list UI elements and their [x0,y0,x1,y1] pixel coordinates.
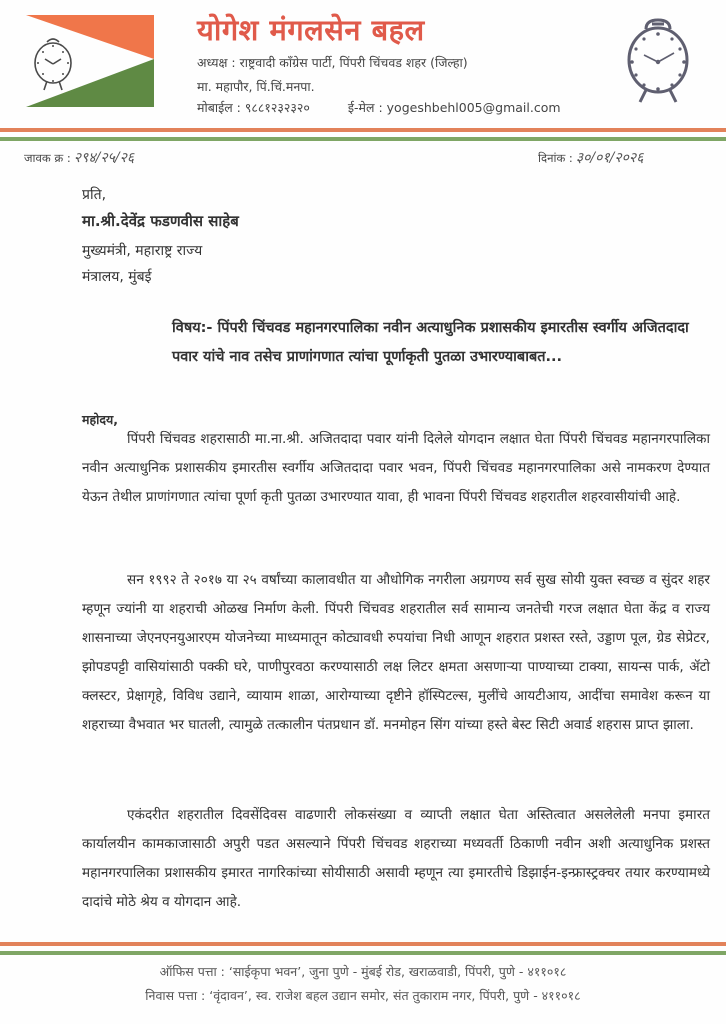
date-label: दिनांक : [538,151,573,165]
body-paragraph: सन १९९२ ते २०१७ या २५ वर्षांच्या कालावधीत या औधोगिक नगरीला अग्रगण्य सर्व सुख सोयी युक्त स्वच्छ व सुंदर शहर म्हणून ज्यांनी या शहराची ओळख निर्माण केली. पिंपरी चिंचवड शहरातील सर्व सामान्य जनतेची गरज लक्षात घेता केंद्र व राज्य शासनाच्या जेएनएनयुआरएम योजनेच्या माध्यमातून कोट्यावधी रुपयांचा निधी आणून शहरात प्रशस्त रस्ते, उड्डाण पूल, ग्रेड सेप्रेटर, झोपडपट्टी वासियांसाठी पक्की घरे, पाणीपुरवठा करण्यासाठी लक्ष लिटर क्षमता असणाऱ्या पाण्याच्या टाक्या, सायन्स पार्क, ॲटो क्लस्टर, प्रेक्षागृहे, विविध उद्याने, व्यायाम शाळा, आरोग्याच्या दृष्टीने हॉस्पिटल्स, मुलींचे आयटीआय, आदींचा समावेश करून या शहराच्या वैभवात भर घातली, त्यामुळे तत्कालीन पंतप्रधान डॉ. मनमोहन सिंग यांच्या हस्ते बेस्ट सिटी अवार्ड शहरास प्राप्त झाला. [82,572,710,733]
reference-label: जावक क्र : [24,151,71,165]
recipient-designation: मुख्यमंत्री, महाराष्ट्र राज्य [82,243,203,259]
sender-title: अध्यक्ष : राष्ट्रवादी कॉंग्रेस पार्टी, पिंपरी चिंचवड शहर (जिल्हा) [197,55,468,70]
sender-contact [197,99,561,117]
reference-number [24,147,134,169]
recipient-place: मंत्रालय, मुंबई [82,269,152,285]
header-rule-green [0,137,726,141]
body-paragraph: एकंदरीत शहरातील दिवसेंदिवस वाढणारी लोकसंख्या व व्याप्ती लक्षात घेता अस्तित्वात असलेलेली मनपा इमारत कार्यालयीन कामकाजासाठी अपुरी पडत असल्याने पिंपरी चिंचवड शहराच्या मध्यवर्ती ठिकाणी नवीन अशी अत्याधुनिक प्रशस्त महानगरपालिका प्रशासकीय इमारत नागरिकांच्या सोयीसाठी असावी म्हणून त्या इमारतीचे डिझाईन-इन्फ्रास्ट्रक्चर तयार करण्यामध्ये दादांचे मोठे श्रेय व योगदान आहे. [82,807,710,910]
letter-subject: विषय:- पिंपरी चिंचवड महानगरपालिका नवीन अत्याधुनिक प्रशासकीय इमारतीस स्वर्गीय अजितदादा पवार यांचे नाव तसेच प्राणांगणात त्यांचा पूर्णाकृती पुतळा उभारण्याबाबत... [172,320,689,365]
email-address: yogeshbehl005@gmail.com [386,100,561,115]
header-rule-saffron [0,128,726,132]
date-value: ३०/०१/२०२६ [575,150,644,166]
reference-value: २९४/२५/२६ [73,150,135,166]
recipient-name: मा.श्री.देवेंद्र फडणवीस साहेब [82,212,239,230]
residence-address: निवास पत्ता : ‘वृंदावन’, स्व. राजेश बहल उद्यान समोर, संत तुकाराम नगर, पिंपरी, पुणे - ४११०१८ [145,988,581,1003]
ncp-flag-clock-icon [26,15,154,107]
recipient-prati: प्रति, [82,187,107,203]
salutation: महोदय, [82,412,118,427]
letter-date [538,147,644,169]
sender-name: योगेश मंगलसेन बहल [197,13,425,47]
mobile-label: मोबाईल : [197,100,241,115]
office-address: ऑफिस पत्ता : ‘साईकृपा भवन’, जुना पुणे - मुंबई रोड, खराळवाडी, पिंपरी, पुणे - ४११०१८ [159,964,567,979]
footer-rule-green [0,951,726,955]
clock-icon [622,12,694,104]
footer-rule-saffron [0,942,726,946]
body-paragraph: पिंपरी चिंचवड शहरासाठी मा.ना.श्री. अजितदादा पवार यांनी दिलेले योगदान लक्षात घेता पिंपरी चिंचवड महानगरपालिका नवीन अत्याधुनिक प्रशासकीय इमारतीस स्वर्गीय अजितदादा पवार भवन, पिंपरी चिंचवड महानगरपालिका असे नामकरण देण्यात येऊन तेथील प्राणांगणात त्यांचा पूर्णा कृती पुतळा उभारण्यात यावा, ही भावना पिंपरी चिंचवड शहरातील शहरवासीयांची आहे. [82,431,710,505]
email-label: ई-मेल : [347,100,383,115]
sender-former-post: मा. महापौर, पिं.चिं.मनपा. [197,79,315,94]
mobile-number: ९८८१२३२३२० [244,100,310,115]
